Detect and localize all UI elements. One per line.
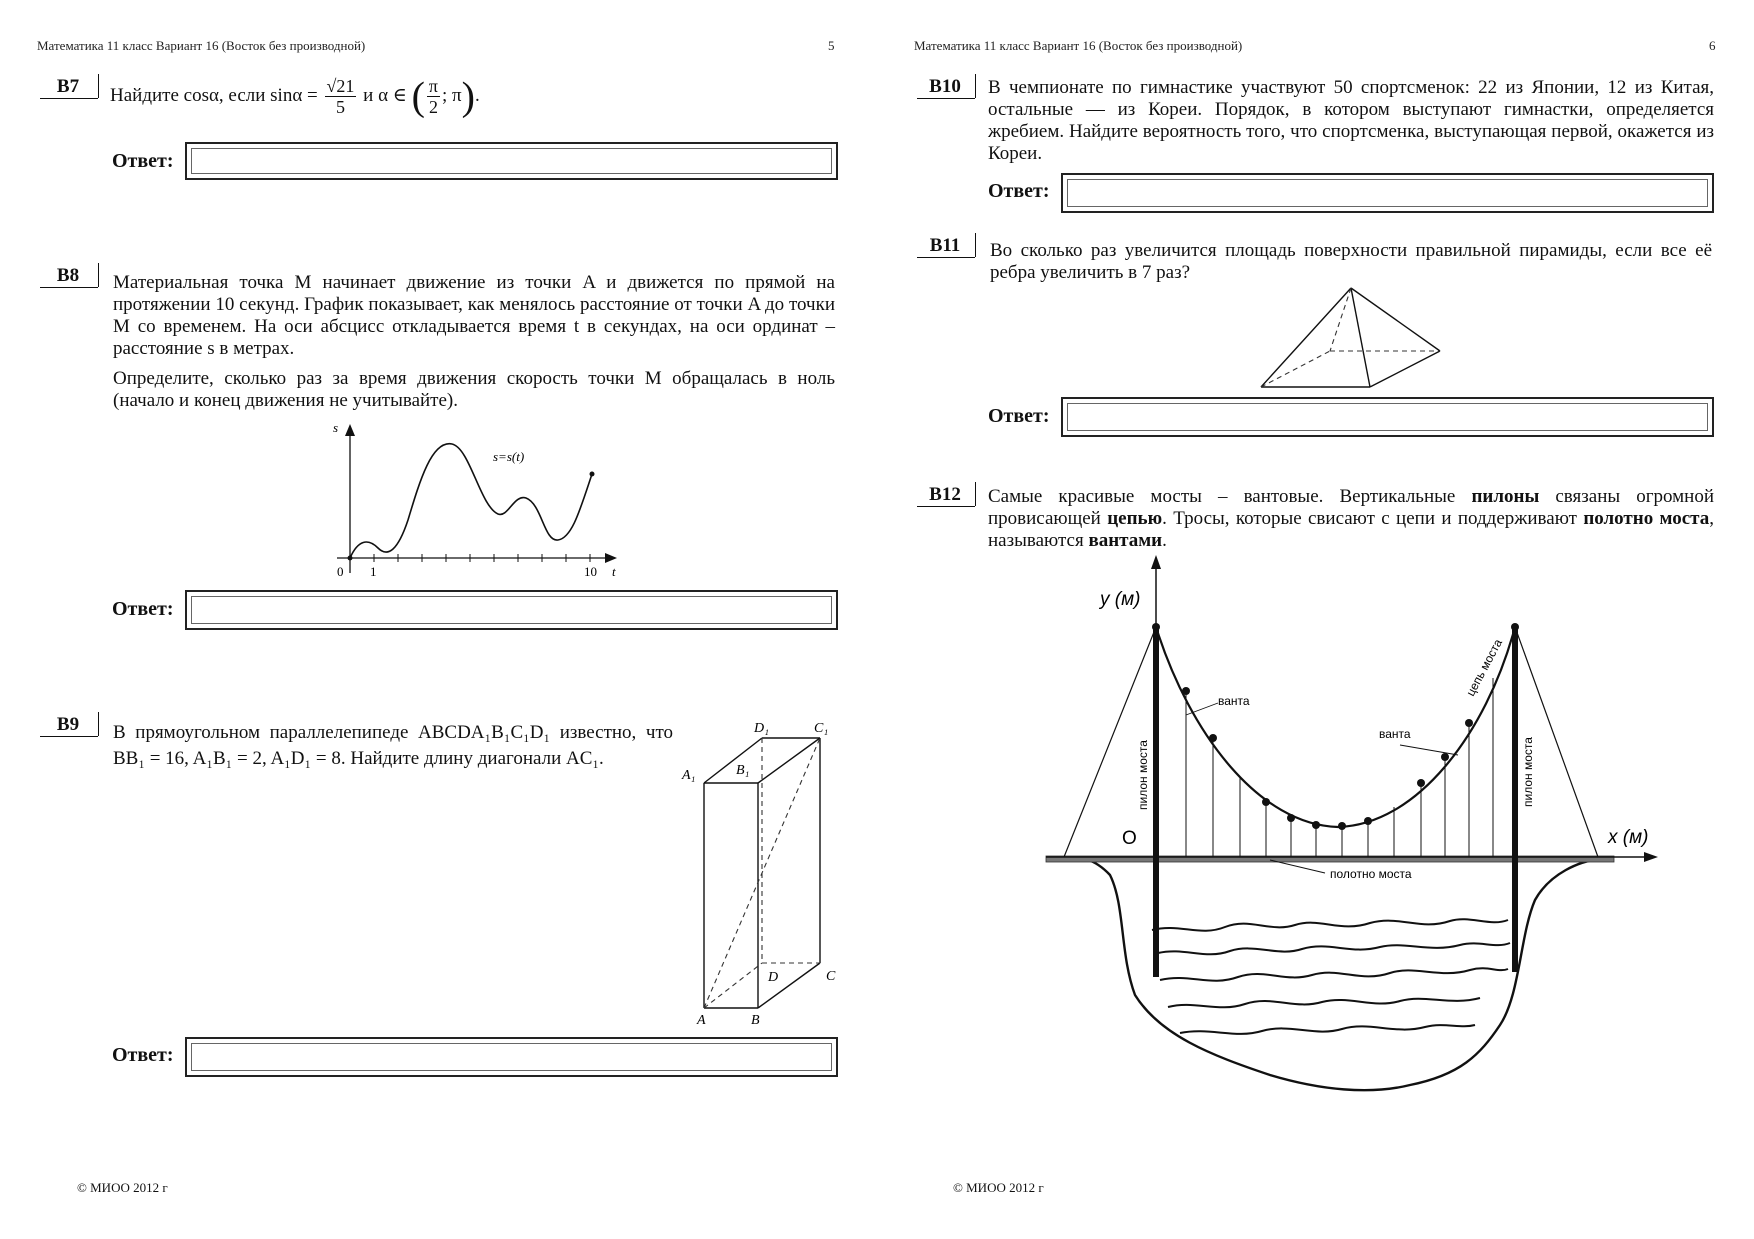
b7-middle: и α ∈ (363, 84, 407, 106)
b7-pi-num: π (428, 76, 439, 96)
b12-bold-pylons: пилоны (1471, 486, 1540, 507)
right-header-title: Математика 11 класс Вариант 16 (Восток без производной) (914, 38, 1243, 53)
bridge-y-label: y (м) (1100, 589, 1141, 610)
task-rule-b12 (917, 506, 975, 507)
bridge-pylon-right (1512, 627, 1518, 972)
b8-y-arrow (345, 424, 355, 436)
b10-text: В чемпионате по гимнастике участвуют 50 спортсменок: 22 из Японии, 12 из Китая, остальные — из Кореи. Порядок, в котором выступают гимнастки, определяется жребием. Найдите вероятность того, что спортсменка, выступающая первой, окажется из Кореи. (988, 77, 1714, 164)
b12-bridge-diagram (1040, 555, 1665, 1100)
b7-text (110, 73, 480, 119)
b9-label-b: B (751, 1013, 760, 1028)
b8-text-2: Определите, сколько раз за время движения скорость точки M обращалась в ноль (начало и конец движения не учитывайте). (113, 368, 835, 411)
answer-box-b8-inner (191, 596, 832, 624)
b7-pi-fraction (427, 76, 440, 117)
answer-box-b7[interactable] (185, 142, 838, 180)
task-rule-b11 (917, 257, 975, 258)
task-label-b9: B9 (56, 714, 80, 735)
right-page-number: 6 (1709, 38, 1716, 53)
answer-box-b8[interactable] (185, 590, 838, 630)
b7-prefix: Найдите cosα, если sinα = (110, 84, 318, 106)
answer-label-b7: Ответ: (112, 150, 174, 172)
task-label-b10: B10 (929, 76, 961, 97)
task-rule-b10 (917, 98, 975, 99)
b9-label-d: D (768, 970, 779, 985)
b7-close-paren: ) (461, 73, 475, 119)
b9-label-a1: A₁ (682, 768, 696, 783)
b9-label-c: C (826, 969, 836, 984)
b12-bold-deck: полотно моста (1583, 508, 1710, 529)
b8-tick-10: 10 (584, 564, 597, 579)
b12-bold-cables: вантами (1088, 530, 1163, 551)
answer-label-b11: Ответ: (988, 405, 1050, 427)
answer-label-b10: Ответ: (988, 180, 1050, 202)
b12-text-3: . Тросы, которые свисают с цепи и поддерживают (1162, 508, 1577, 529)
task-vrule-b8 (98, 263, 99, 287)
b9-label-a: A (697, 1013, 706, 1028)
task-rule-b7 (40, 98, 98, 99)
b12-text-2: связаны огромной провисающей (988, 486, 1715, 529)
right-footer: © МИОО 2012 г (953, 1180, 1044, 1195)
b9-label-c1: C₁ (814, 721, 829, 736)
b8-curve-label: s=s(t) (493, 449, 525, 464)
task-vrule-b11 (975, 233, 976, 257)
b12-text-4: , называются (988, 508, 1714, 551)
bridge-pylon-label-left: пилон моста (1136, 740, 1150, 810)
task-label-b8: B8 (56, 265, 80, 286)
b8-start-point (348, 556, 353, 561)
left-footer: © МИОО 2012 г (77, 1180, 168, 1195)
bridge-y-arrow (1151, 555, 1161, 569)
bridge-chain-nodes (1152, 623, 1519, 830)
bridge-origin-label: O (1122, 828, 1137, 849)
b8-graph (320, 418, 620, 578)
answer-box-b10[interactable] (1061, 173, 1714, 213)
b7-pi-den: 2 (428, 97, 438, 117)
bridge-deck-label: полотно моста (1330, 867, 1412, 881)
task-vrule-b7 (98, 74, 99, 98)
bridge-chain-label: цепь моста (1463, 636, 1505, 699)
b8-y-label: s (333, 420, 339, 435)
bridge-pylon-label-right: пилон моста (1521, 737, 1535, 807)
answer-box-b7-inner (191, 148, 832, 174)
b7-pi-tail: ; π (442, 84, 462, 106)
task-label-b7: B7 (56, 76, 80, 97)
answer-box-b10-inner (1067, 179, 1708, 207)
b9-text: В прямоугольном параллелепипеде ABCDA₁B₁C₁D₁ известно, что BB₁ = 16, A₁B₁ = 2, A₁D₁ = 8. Найдите длину диагонали AC₁. (113, 722, 673, 769)
bridge-x-label: x (м) (1608, 827, 1649, 848)
b8-tick-0: 0 (337, 564, 344, 579)
b8-x-arrow (605, 553, 617, 563)
b11-pyramid-solid (1261, 288, 1440, 387)
answer-box-b11[interactable] (1061, 397, 1714, 437)
b7-frac-den: 5 (335, 97, 345, 117)
bridge-cable-label-right: ванта (1379, 727, 1411, 741)
task-rule-b8 (40, 287, 98, 288)
b9-label-b1: B₁ (736, 763, 750, 778)
b9-parallelepiped (680, 718, 840, 1028)
bridge-gorge-outline (1060, 858, 1600, 1091)
bridge-water-lines (1152, 919, 1510, 1034)
task-vrule-b10 (975, 74, 976, 98)
b8-tick-1: 1 (370, 564, 377, 579)
bridge-x-arrow (1644, 852, 1658, 862)
task-rule-b9 (40, 736, 98, 737)
b7-end: . (474, 84, 480, 106)
b7-open-paren: ( (411, 73, 425, 119)
left-header-title: Математика 11 класс Вариант 16 (Восток без производной) (37, 38, 366, 53)
answer-box-b11-inner (1067, 403, 1708, 431)
b12-bold-chain: цепью (1107, 508, 1163, 529)
b8-x-label: t (612, 564, 616, 579)
b7-frac-num: √21 (326, 76, 355, 96)
b11-pyramid-hidden (1261, 288, 1440, 387)
bridge-leader-lines (1186, 703, 1458, 873)
b8-text-1: Материальная точка M начинает движение из точки A и движется по прямой на протяжении 10 секунд. График показывает, как менялось расстояние от точки A до точки M со временем. На оси абсцисс откладывается время t в секундах, на оси ординат – расстояние s в метрах. (113, 272, 835, 359)
task-vrule-b12 (975, 482, 976, 506)
b7-fraction (325, 76, 357, 117)
answer-box-b9-inner (191, 1043, 832, 1071)
answer-label-b8: Ответ: (112, 598, 174, 620)
b12-text-5: . (1162, 530, 1167, 551)
b9-label-d1: D₁ (754, 721, 769, 736)
bridge-cable-label-left: ванта (1218, 694, 1250, 708)
b12-text-1: Самые красивые мосты – вантовые. Вертикальные (988, 486, 1456, 507)
b11-pyramid (1258, 285, 1448, 393)
answer-label-b9: Ответ: (112, 1044, 174, 1066)
b11-text: Во сколько раз увеличится площадь поверхности правильной пирамиды, если все её ребра увеличить в 7 раз? (990, 240, 1712, 283)
b8-curve (350, 444, 592, 558)
b8-end-point (590, 472, 595, 477)
task-vrule-b9 (98, 712, 99, 736)
task-label-b11: B11 (929, 235, 961, 256)
task-label-b12: B12 (929, 484, 961, 505)
bridge-chain (1156, 627, 1515, 827)
b12-text (988, 486, 1714, 552)
answer-box-b9[interactable] (185, 1037, 838, 1077)
bridge-pylon-left (1153, 627, 1159, 977)
b9-hidden-edges (704, 738, 820, 1008)
left-page-number: 5 (828, 38, 835, 53)
